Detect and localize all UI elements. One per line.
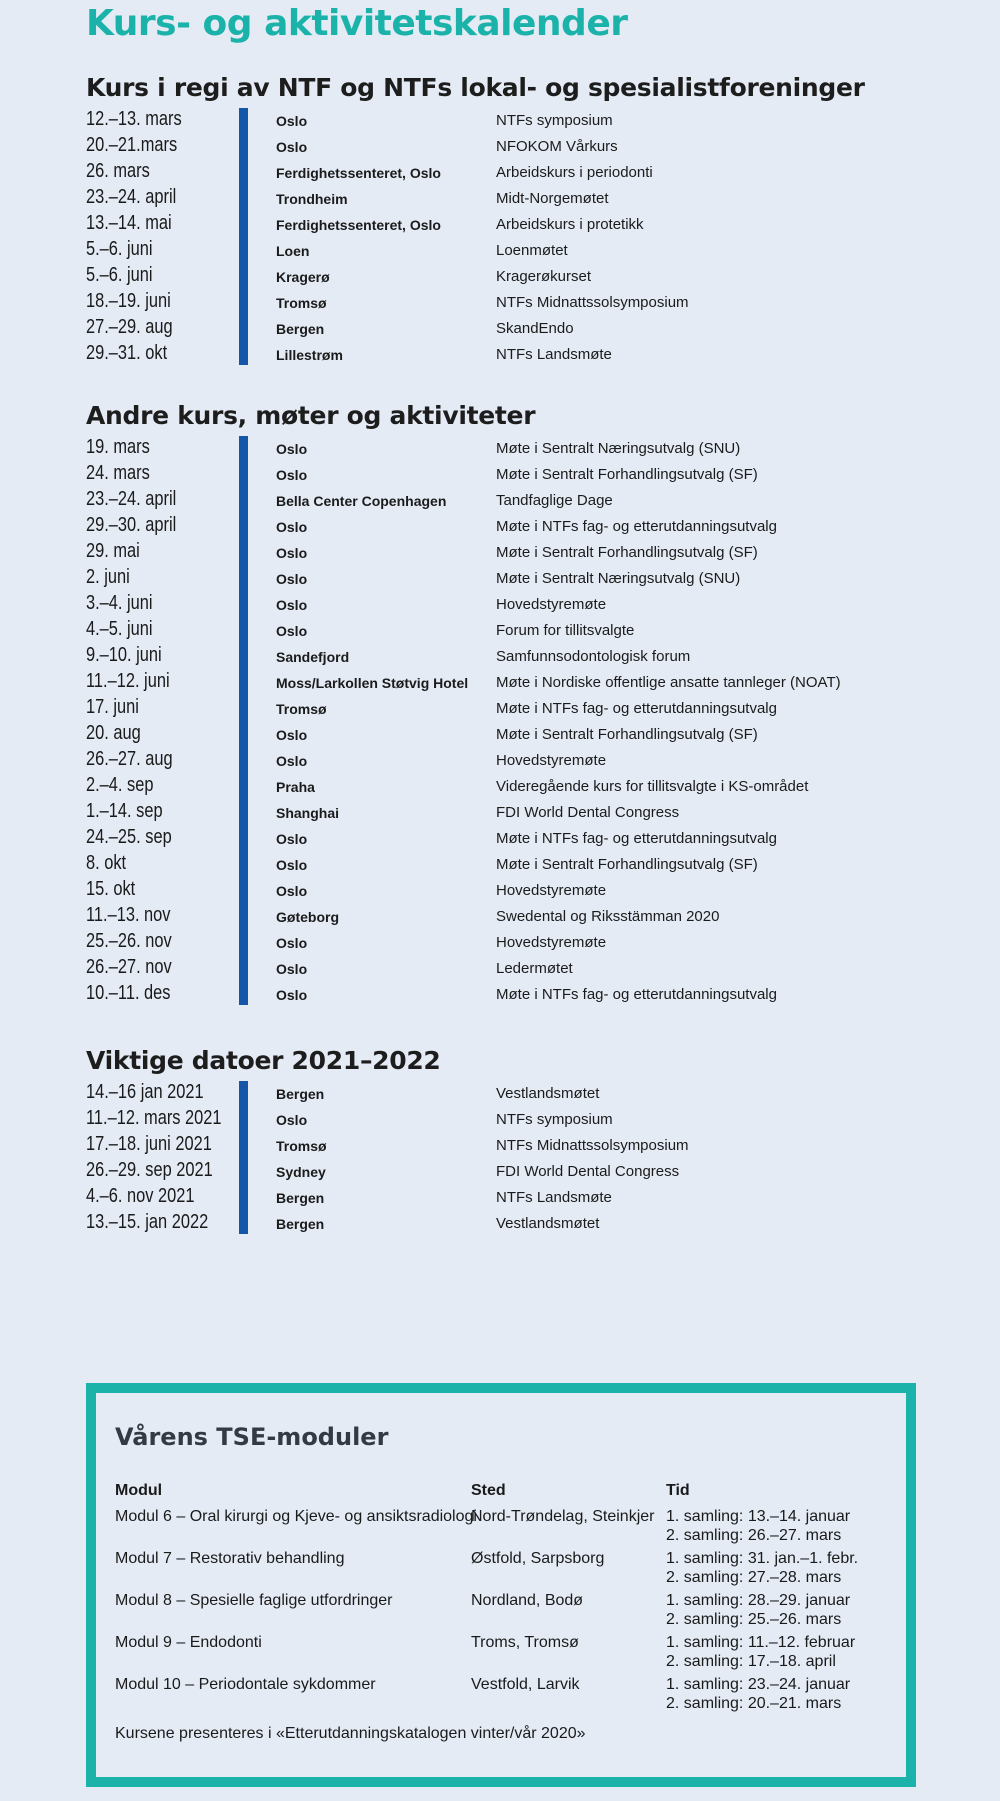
event-name: Møte i NTFs fag- og etterutdanningsutvalg	[496, 830, 777, 847]
event-date: 8. okt	[86, 852, 127, 874]
section-other-activities	[86, 400, 966, 1006]
calendar-row	[86, 434, 966, 460]
event-name: Hovedstyremøte	[496, 596, 607, 613]
calendar-row	[86, 720, 966, 746]
event-date: 10.–11. des	[86, 982, 171, 1004]
event-name: Møte i NTFs fag- og etterutdanningsutvalg	[496, 986, 777, 1003]
event-place: Tromsø	[276, 295, 327, 311]
calendar-row	[86, 564, 966, 590]
calendar-row	[86, 694, 966, 720]
event-name: Møte i NTFs fag- og etterutdanningsutvalg	[496, 518, 777, 535]
calendar-row	[86, 1183, 966, 1209]
event-place: Bergen	[276, 1190, 325, 1206]
event-date: 11.–12. juni	[86, 670, 170, 692]
calendar-row	[86, 1157, 966, 1183]
event-place: Shanghai	[276, 805, 340, 821]
event-name: Møte i Nordiske offentlige ansatte tannleger (NOAT)	[496, 674, 841, 691]
tse-footer-note: Kursene presenteres i «Etterutdanningskatalogen vinter/vår 2020»	[115, 1725, 586, 1742]
tse-module-name: Modul 9 – Endodonti	[115, 1634, 262, 1651]
calendar-row	[86, 262, 966, 288]
event-name: Arbeidskurs i protetikk	[496, 216, 644, 233]
calendar-row	[86, 486, 966, 512]
event-name: NTFs Midnattssolsymposium	[496, 294, 689, 311]
tse-module-name: Modul 7 – Restorativ behandling	[115, 1550, 345, 1567]
event-name: Møte i NTFs fag- og etterutdanningsutvalg	[496, 700, 777, 717]
event-date: 17.–18. juni 2021	[86, 1133, 212, 1155]
tse-module-name: Modul 10 – Periodontale sykdommer	[115, 1676, 376, 1693]
event-date: 19. mars	[86, 436, 150, 458]
event-date: 29.–31. okt	[86, 342, 168, 364]
calendar-row	[86, 772, 966, 798]
tse-session-2: 2. samling: 25.–26. mars	[666, 1611, 842, 1628]
event-date: 26. mars	[86, 160, 150, 182]
event-place: Oslo	[276, 545, 308, 561]
event-name: Hovedstyremøte	[496, 934, 607, 951]
section-title: Viktige datoer 2021–2022	[86, 1046, 441, 1075]
calendar-row	[86, 850, 966, 876]
section-ntf-courses	[86, 72, 966, 366]
event-date: 5.–6. juni	[86, 264, 153, 286]
event-name: Hovedstyremøte	[496, 882, 607, 899]
tse-module-row	[115, 1507, 905, 1549]
tse-header-sted: Sted	[471, 1482, 506, 1499]
event-date: 14.–16 jan 2021	[86, 1081, 204, 1103]
calendar-row	[86, 954, 966, 980]
tse-session-1: 1. samling: 11.–12. februar	[666, 1634, 856, 1651]
event-place: Sydney	[276, 1164, 326, 1180]
event-place: Bergen	[276, 1086, 325, 1102]
event-name: Loenmøtet	[496, 242, 568, 259]
calendar-row	[86, 236, 966, 262]
event-date: 23.–24. april	[86, 488, 177, 510]
event-date: 4.–5. juni	[86, 618, 153, 640]
tse-title: Vårens TSE-moduler	[115, 1423, 389, 1451]
event-place: Oslo	[276, 987, 308, 1003]
calendar-row	[86, 876, 966, 902]
calendar-row	[86, 460, 966, 486]
event-name: Tandfaglige Dage	[496, 492, 613, 509]
event-name: Vestlandsmøtet	[496, 1215, 600, 1232]
calendar-row	[86, 824, 966, 850]
event-date: 11.–12. mars 2021	[86, 1107, 222, 1129]
event-place: Tromsø	[276, 701, 327, 717]
event-date: 3.–4. juni	[86, 592, 153, 614]
calendar-row	[86, 158, 966, 184]
event-place: Oslo	[276, 753, 308, 769]
event-name: NTFs Landsmøte	[496, 1189, 612, 1206]
calendar-row	[86, 668, 966, 694]
tse-module-place: Troms, Tromsø	[471, 1634, 579, 1651]
event-place: Oslo	[276, 597, 308, 613]
tse-module-row	[115, 1549, 905, 1591]
calendar-list	[86, 106, 966, 366]
event-place: Lillestrøm	[276, 347, 343, 363]
calendar-row	[86, 1079, 966, 1105]
event-place: Ferdighetssenteret, Oslo	[276, 217, 441, 233]
event-place: Oslo	[276, 519, 308, 535]
event-place: Ferdighetssenteret, Oslo	[276, 165, 441, 181]
event-name: Møte i Sentralt Næringsutvalg (SNU)	[496, 440, 741, 457]
event-place: Kragerø	[276, 269, 330, 285]
calendar-row	[86, 1209, 966, 1235]
event-place: Oslo	[276, 113, 308, 129]
event-date: 2.–4. sep	[86, 774, 154, 796]
event-name: FDI World Dental Congress	[496, 1163, 680, 1180]
event-name: Samfunnsodontologisk forum	[496, 648, 691, 665]
event-name: Midt-Norgemøtet	[496, 190, 609, 207]
calendar-row	[86, 980, 966, 1006]
event-name: NTFs Midnattssolsymposium	[496, 1137, 689, 1154]
event-date: 13.–15. jan 2022	[86, 1211, 209, 1233]
calendar-row	[86, 1131, 966, 1157]
event-place: Loen	[276, 243, 310, 259]
tse-module-row	[115, 1591, 905, 1633]
event-name: NFOKOM Vårkurs	[496, 138, 618, 155]
event-name: Swedental og Riksstämman 2020	[496, 908, 720, 925]
event-place: Oslo	[276, 727, 308, 743]
event-date: 9.–10. juni	[86, 644, 162, 666]
calendar-row	[86, 106, 966, 132]
event-date: 5.–6. juni	[86, 238, 153, 260]
calendar-row	[86, 538, 966, 564]
calendar-row	[86, 902, 966, 928]
event-place: Oslo	[276, 831, 308, 847]
calendar-row	[86, 616, 966, 642]
event-place: Oslo	[276, 1112, 308, 1128]
event-date: 27.–29. aug	[86, 316, 173, 338]
tse-session-2: 2. samling: 17.–18. april	[666, 1653, 836, 1670]
calendar-row	[86, 314, 966, 340]
calendar-row	[86, 590, 966, 616]
event-date: 26.–27. nov	[86, 956, 172, 978]
tse-module-name: Modul 6 – Oral kirurgi og Kjeve- og ansiktsradiologi	[115, 1508, 477, 1525]
event-place: Oslo	[276, 441, 308, 457]
event-place: Oslo	[276, 935, 308, 951]
calendar-row	[86, 642, 966, 668]
tse-session-1: 1. samling: 31. jan.–1. febr.	[666, 1550, 859, 1567]
event-place: Tromsø	[276, 1138, 327, 1154]
event-name: Møte i Sentralt Forhandlingsutvalg (SF)	[496, 856, 758, 873]
tse-module-place: Nordland, Bodø	[471, 1592, 584, 1609]
event-name: NTFs Landsmøte	[496, 346, 612, 363]
calendar-row	[86, 798, 966, 824]
calendar-row	[86, 340, 966, 366]
event-date: 2. juni	[86, 566, 130, 588]
event-date: 17. juni	[86, 696, 139, 718]
event-place: Bella Center Copenhagen	[276, 493, 447, 509]
calendar-row	[86, 132, 966, 158]
event-date: 20. aug	[86, 722, 141, 744]
event-place: Oslo	[276, 883, 308, 899]
event-name: Vestlandsmøtet	[496, 1085, 600, 1102]
event-name: Ledermøtet	[496, 960, 573, 977]
event-place: Praha	[276, 779, 315, 795]
event-place: Oslo	[276, 139, 308, 155]
calendar-row	[86, 210, 966, 236]
event-name: SkandEndo	[496, 320, 574, 337]
event-place: Oslo	[276, 857, 308, 873]
event-date: 29. mai	[86, 540, 140, 562]
event-name: Videregående kurs for tillitsvalgte i KS-området	[496, 778, 809, 795]
tse-session-1: 1. samling: 13.–14. januar	[666, 1508, 851, 1525]
event-date: 26.–29. sep 2021	[86, 1159, 213, 1181]
event-name: FDI World Dental Congress	[496, 804, 680, 821]
event-place: Oslo	[276, 467, 308, 483]
event-place: Bergen	[276, 321, 325, 337]
tse-session-2: 2. samling: 26.–27. mars	[666, 1527, 842, 1544]
tse-module-place: Vestfold, Larvik	[471, 1676, 580, 1693]
event-date: 11.–13. nov	[86, 904, 171, 926]
tse-header-tid: Tid	[666, 1482, 690, 1499]
event-name: NTFs symposium	[496, 112, 613, 129]
event-date: 24. mars	[86, 462, 150, 484]
tse-session-1: 1. samling: 28.–29. januar	[666, 1592, 851, 1609]
tse-session-1: 1. samling: 23.–24. januar	[666, 1676, 851, 1693]
calendar-row	[86, 746, 966, 772]
event-date: 24.–25. sep	[86, 826, 172, 848]
tse-session-2: 2. samling: 20.–21. mars	[666, 1695, 842, 1712]
event-date: 29.–30. april	[86, 514, 177, 536]
calendar-row	[86, 184, 966, 210]
event-name: Forum for tillitsvalgte	[496, 622, 635, 639]
event-date: 4.–6. nov 2021	[86, 1185, 195, 1207]
calendar-list	[86, 434, 966, 1006]
section-title: Andre kurs, møter og aktiviteter	[86, 401, 536, 430]
event-date: 15. okt	[86, 878, 136, 900]
tse-header-modul: Modul	[115, 1482, 163, 1499]
event-place: Oslo	[276, 571, 308, 587]
event-name: NTFs symposium	[496, 1111, 613, 1128]
page-title: Kurs- og aktivitetskalender	[86, 3, 628, 44]
event-date: 18.–19. juni	[86, 290, 171, 312]
event-date: 26.–27. aug	[86, 748, 173, 770]
event-date: 23.–24. april	[86, 186, 177, 208]
tse-modules-box	[86, 1383, 916, 1787]
calendar-row	[86, 512, 966, 538]
tse-module-place: Nord-Trøndelag, Steinkjer	[471, 1508, 655, 1525]
calendar-list	[86, 1079, 966, 1235]
event-date: 13.–14. mai	[86, 212, 172, 234]
event-place: Sandefjord	[276, 649, 350, 665]
tse-module-row	[115, 1633, 905, 1675]
event-place: Trondheim	[276, 191, 348, 207]
event-place: Bergen	[276, 1216, 325, 1232]
event-place: Moss/Larkollen Støtvig Hotel	[276, 675, 469, 691]
event-name: Møte i Sentralt Næringsutvalg (SNU)	[496, 570, 741, 587]
event-name: Arbeidskurs i periodonti	[496, 164, 653, 181]
tse-module-row	[115, 1675, 905, 1717]
section-important-dates	[86, 1045, 966, 1235]
event-place: Oslo	[276, 623, 308, 639]
event-date: 25.–26. nov	[86, 930, 172, 952]
event-place: Oslo	[276, 961, 308, 977]
tse-session-2: 2. samling: 27.–28. mars	[666, 1569, 842, 1586]
event-date: 12.–13. mars	[86, 108, 182, 130]
calendar-row	[86, 288, 966, 314]
event-place: Gøteborg	[276, 909, 339, 925]
event-name: Møte i Sentralt Forhandlingsutvalg (SF)	[496, 726, 758, 743]
event-name: Møte i Sentralt Forhandlingsutvalg (SF)	[496, 544, 758, 561]
tse-module-place: Østfold, Sarpsborg	[471, 1550, 605, 1567]
calendar-row	[86, 928, 966, 954]
event-name: Møte i Sentralt Forhandlingsutvalg (SF)	[496, 466, 758, 483]
tse-module-name: Modul 8 – Spesielle faglige utfordringer	[115, 1592, 393, 1609]
event-name: Kragerøkurset	[496, 268, 592, 285]
event-date: 20.–21.mars	[86, 134, 178, 156]
calendar-row	[86, 1105, 966, 1131]
section-title: Kurs i regi av NTF og NTFs lokal- og spesialistforeninger	[86, 73, 865, 102]
event-name: Hovedstyremøte	[496, 752, 607, 769]
event-date: 1.–14. sep	[86, 800, 163, 822]
